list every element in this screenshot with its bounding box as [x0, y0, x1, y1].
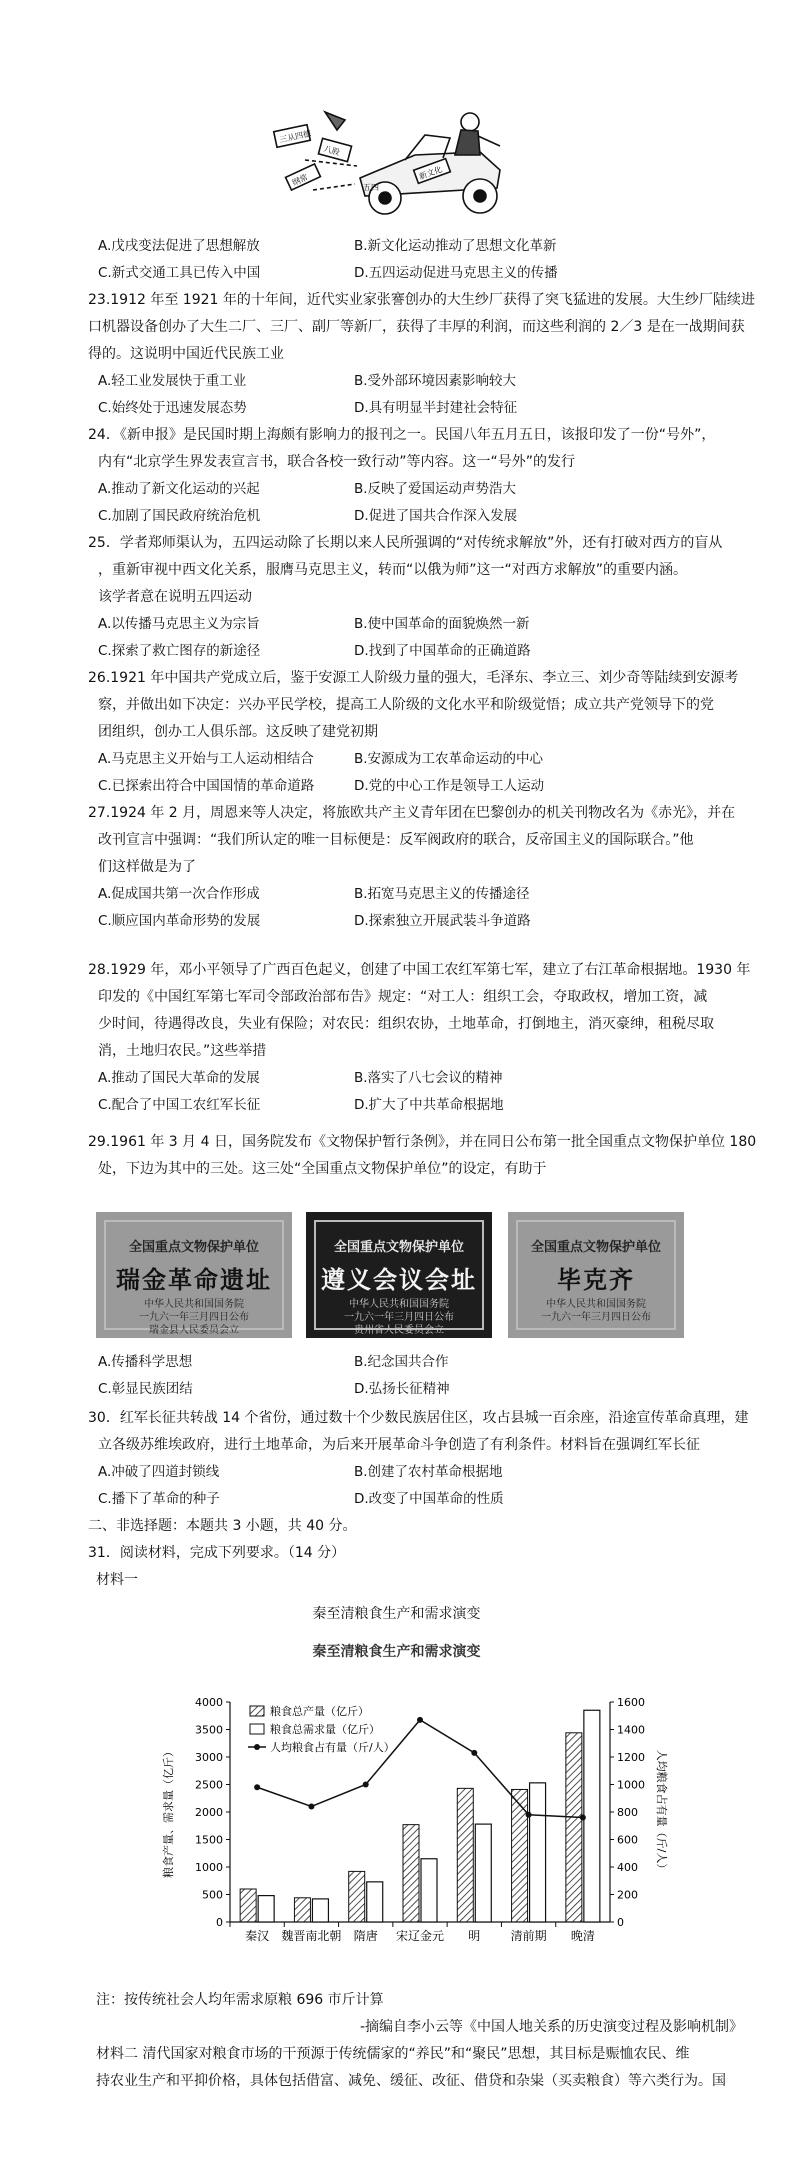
photo-3-footer-1: 中华人民共和国国务院 — [546, 1299, 646, 1310]
x-tick-label: 魏晋南北朝 — [281, 1929, 342, 1943]
car-cartoon-illustration — [265, 100, 525, 218]
per-capita-point — [580, 1815, 586, 1821]
production-bar — [403, 1825, 419, 1922]
q29-stem-line-1: 29.1961 年 3 月 4 日，国务院发布《文物保护暂行条例》，并在同日公布第一批全国重点文物保护单位 180 — [88, 1134, 757, 1150]
q27-option-b: B.拓宽马克思主义的传播途径 — [354, 886, 530, 902]
q28-stem-line-4: 消，土地归农民。”这些举措 — [98, 1043, 267, 1059]
bikeqi-site-photo — [508, 1212, 684, 1338]
q27-option-c: C.顺应国内革命形势的发展 — [98, 913, 261, 929]
legend-production-label: 粮食总产量（亿斤） — [270, 1705, 369, 1718]
q25-stem-line-1: 25．学者郑师渠认为，五四运动除了长期以来人民所强调的“对传统求解放”外，还有打破对西方的盲从 — [88, 535, 723, 551]
q23-option-c: C.始终处于迅速发展态势 — [98, 400, 247, 416]
demand-bar — [258, 1896, 274, 1922]
legend-per-capita-point — [254, 1744, 260, 1750]
q28-option-c: C.配合了中国工农红军长征 — [98, 1097, 261, 1113]
per-capita-point — [526, 1812, 532, 1818]
photo-2-footer-2: 一九六一年三月四日公布 — [344, 1312, 454, 1323]
demand-bar — [367, 1882, 383, 1922]
demand-bar — [475, 1824, 491, 1922]
x-tick-label: 明 — [468, 1929, 481, 1943]
q23-option-a: A.轻工业发展快于重工业 — [98, 373, 247, 389]
q23-option-d: D.具有明显半封建社会特征 — [354, 400, 518, 416]
photo-3-header: 全国重点文物保护单位 — [530, 1240, 661, 1255]
cartoon-label-2: 八股 — [322, 144, 341, 158]
photo-2-footer-1: 中华人民共和国国务院 — [349, 1299, 449, 1310]
q26-option-d: D.党的中心工作是领导工人运动 — [354, 778, 545, 794]
q29-stem-line-2: 处，下边为其中的三处。这三处“全国重点文物保护单位”的设定，有助于 — [98, 1161, 547, 1177]
photo-1-footer-2: 一九六一年三月四日公布 — [139, 1312, 249, 1323]
q28-option-b: B.落实了八七会议的精神 — [354, 1070, 503, 1086]
legend-per-capita-label: 人均粮食占有量（斤/人） — [270, 1741, 395, 1754]
demand-bar — [312, 1899, 328, 1922]
q22-option-d: D.五四运动促进马克思主义的传播 — [354, 265, 558, 281]
x-tick-label: 宋辽金元 — [395, 1929, 445, 1943]
photo-3-name: 毕克齐 — [557, 1266, 635, 1294]
right-tick-label: 200 — [617, 1888, 638, 1902]
q30-option-d: D.改变了中国革命的性质 — [354, 1491, 504, 1507]
photo-1-name: 瑞金革命遗址 — [116, 1266, 272, 1294]
q25-option-a: A.以传播马克思主义为宗旨 — [98, 616, 260, 632]
q25-option-c: C.探索了救亡图存的新途径 — [98, 643, 261, 659]
q28-option-a: A.推动了国民大革命的发展 — [98, 1070, 260, 1086]
q29-option-c: C.彰显民族团结 — [98, 1381, 193, 1397]
x-tick-label: 秦汉 — [245, 1929, 270, 1943]
legend-demand-label: 粮食总需求量（亿斤） — [270, 1723, 380, 1736]
zunyi-site-photo — [306, 1212, 492, 1338]
q24-option-c: C.加剧了国民政府统治危机 — [98, 508, 261, 524]
q24-option-a: A.推动了新文化运动的兴起 — [98, 481, 260, 497]
left-tick-label: 1500 — [195, 1833, 223, 1847]
photo-1-header: 全国重点文物保护单位 — [128, 1240, 259, 1255]
q31-stem: 31．阅读材料，完成下列要求。（14 分） — [88, 1545, 346, 1561]
production-bar — [512, 1789, 528, 1922]
q28-stem-line-3: 少时间，待遇得改良，失业有保险；对农民：组织农协，土地革命，打倒地主，消灭豪绅，租税尽取 — [98, 1016, 714, 1032]
q27-stem-line-1: 27.1924 年 2 月，周恩来等人决定，将旅欧共产主义青年团在巴黎创办的机关刊物改名为《赤光》，并在 — [88, 805, 736, 821]
right-tick-label: 800 — [617, 1806, 638, 1819]
section-2-heading: 二、非选择题：本题共 3 小题，共 40 分。 — [88, 1518, 357, 1534]
q29-option-b: B.纪念国共合作 — [354, 1354, 449, 1370]
per-capita-point — [254, 1784, 260, 1790]
grain-production-chart — [150, 1672, 670, 1972]
q26-stem-line-1: 26.1921 年中国共产党成立后，鉴于安源工人阶级力量的强大，毛泽东、李立三、刘少奇等陆续到安源考 — [88, 670, 739, 686]
q26-option-a: A.马克思主义开始与工人运动相结合 — [98, 751, 314, 767]
material-2-line-1: 材料二 清代国家对粮食市场的干预源于传统儒家的“养民”和“聚民”思想，其目标是赈恤农民、维 — [96, 2046, 690, 2062]
demand-bar — [421, 1859, 437, 1922]
q25-option-d: D.找到了中国革命的正确道路 — [354, 643, 531, 659]
right-tick-label: 400 — [617, 1861, 638, 1874]
x-tick-label: 晚清 — [570, 1929, 595, 1943]
photo-2-footer-3: 贵州省人民委员会立 — [354, 1325, 444, 1336]
left-tick-label: 3500 — [195, 1723, 223, 1737]
cartoon-label-5: 五四 — [363, 183, 379, 192]
q25-stem-line-3: 该学者意在说明五四运动 — [98, 589, 252, 605]
right-tick-label: 600 — [617, 1833, 638, 1847]
q30-stem-line-1: 30．红军长征共转战 14 个省份，通过数十个少数民族居住区，攻占县城一百余座，沿途宣传革命真理，建 — [88, 1410, 749, 1426]
q28-option-d: D.扩大了中共革命根据地 — [354, 1097, 504, 1113]
material-1-label: 材料一 — [96, 1572, 138, 1588]
left-tick-label: 3000 — [195, 1751, 223, 1764]
q23-option-b: B.受外部环境因素影响较大 — [354, 373, 517, 389]
q27-stem-line-3: 们这样做是为了 — [98, 859, 196, 875]
production-bar — [566, 1733, 582, 1922]
right-tick-label: 1600 — [617, 1696, 645, 1709]
production-bar — [294, 1898, 310, 1922]
chart-note: 注：按传统社会人均年需求原粮 696 市斤计算 — [96, 1992, 384, 2008]
left-tick-label: 500 — [202, 1888, 223, 1902]
production-bar — [240, 1889, 256, 1922]
q24-option-b: B.反映了爱国运动声势浩大 — [354, 481, 517, 497]
q26-option-c: C.已探索出符合中国国情的革命道路 — [98, 778, 315, 794]
q30-option-a: A.冲破了四道封锁线 — [98, 1464, 220, 1480]
left-tick-label: 4000 — [195, 1696, 223, 1709]
chart-title: 秦至清粮食生产和需求演变 — [312, 1606, 481, 1622]
cartoon-label-1: 三从四德 — [278, 129, 312, 145]
photo-2-name: 遵义会议会址 — [321, 1266, 477, 1294]
per-capita-point — [417, 1717, 423, 1723]
right-tick-label: 1000 — [617, 1778, 645, 1792]
q26-stem-line-2: 察，并做出如下决定：兴办平民学校，提高工人阶级的文化水平和阶级觉悟；成立共产党领导下的党 — [98, 697, 714, 713]
q28-stem-line-1: 28.1929 年，邓小平领导了广西百色起义，创建了中国工农红军第七军，建立了右江革命根据地。1930 年 — [88, 962, 751, 978]
demand-bar — [530, 1783, 546, 1922]
right-tick-label: 1400 — [617, 1723, 645, 1737]
left-tick-label: 0 — [216, 1916, 223, 1929]
left-tick-label: 2000 — [195, 1806, 223, 1819]
per-capita-point — [308, 1804, 314, 1810]
cartoon-label-4: 新文化 — [417, 164, 444, 182]
q27-option-a: A.促成国共第一次合作形成 — [98, 886, 260, 902]
photo-1-footer-1: 中华人民共和国国务院 — [144, 1299, 244, 1310]
legend-demand-swatch — [250, 1724, 264, 1734]
q29-option-a: A.传播科学思想 — [98, 1354, 193, 1370]
right-axis-label: 人均粮食占有量（斤/人） — [655, 1749, 668, 1875]
demand-bar — [584, 1710, 600, 1922]
q24-stem-line-1: 24．《新申报》是民国时期上海颇有影响力的报刊之一。民国八年五月五日，该报印发了一份“号外”， — [88, 427, 716, 443]
per-capita-point — [471, 1750, 477, 1756]
right-tick-label: 1200 — [617, 1751, 645, 1764]
q30-stem-line-2: 立各级苏维埃政府，进行土地革命，为后来开展革命斗争创造了有利条件。材料旨在强调红军长征 — [98, 1437, 700, 1453]
cartoon-label-3: 纲常 — [290, 172, 310, 188]
q24-stem-line-2: 内有“北京学生界发表宣言书，联合各校一致行动”等内容。这一“号外”的发行 — [98, 454, 576, 470]
legend-production-swatch — [250, 1706, 264, 1716]
photo-2-header: 全国重点文物保护单位 — [333, 1240, 464, 1255]
q29-option-d: D.弘扬长征精神 — [354, 1381, 450, 1397]
q22-option-c: C.新式交通工具已传入中国 — [98, 265, 261, 281]
q24-option-d: D.促进了国共合作深入发展 — [354, 508, 518, 524]
q30-option-b: B.创建了农村革命根据地 — [354, 1464, 503, 1480]
left-axis-label: 粮食产量、需求量（亿斤） — [162, 1746, 175, 1878]
q23-stem-line-3: 得的。这说明中国近代民族工业 — [88, 346, 284, 362]
q22-option-a: A.戊戌变法促进了思想解放 — [98, 238, 260, 254]
q27-stem-line-2: 改刊宣言中强调：“我们所认定的唯一目标便是：反军阀政府的联合，反帝国主义的国际联合。”他 — [98, 832, 694, 848]
q27-option-d: D.探索独立开展武装斗争道路 — [354, 913, 531, 929]
production-bar — [349, 1871, 365, 1922]
material-2-line-2: 持农业生产和平抑价格，具体包括借富、减免、缓征、改征、借贷和杂粜（买卖粮食）等六类行为。国 — [96, 2073, 726, 2089]
photo-3-footer-2: 一九六一年三月四日公布 — [541, 1312, 651, 1323]
q22-option-b: B.新文化运动推动了思想文化革新 — [354, 238, 557, 254]
x-tick-label: 隋唐 — [353, 1929, 378, 1943]
q26-stem-line-3: 团组织，创办工人俱乐部。这反映了建党初期 — [98, 724, 378, 740]
x-tick-label: 清前期 — [510, 1929, 547, 1943]
per-capita-point — [363, 1782, 369, 1788]
left-tick-label: 2500 — [195, 1778, 223, 1792]
q30-option-c: C.播下了革命的种子 — [98, 1491, 220, 1507]
right-tick-label: 0 — [617, 1916, 624, 1929]
q28-stem-line-2: 印发的《中国红军第七军司令部政治部布告》规定：“对工人：组织工会，夺取政权，增加工资，减 — [98, 989, 708, 1005]
ruijin-site-photo — [96, 1212, 292, 1338]
left-tick-label: 1000 — [195, 1861, 223, 1874]
chart-inner-title: 秦至清粮食生产和需求演变 — [312, 1644, 481, 1660]
production-bar — [457, 1788, 473, 1922]
q25-option-b: B.使中国革命的面貌焕然一新 — [354, 616, 530, 632]
photo-1-footer-3: 瑞金县人民委员会立 — [149, 1325, 239, 1336]
q25-stem-line-2: ，重新审视中西文化关系，服膺马克思主义，转而“以俄为师”这一“对西方求解放”的重要内涵。 — [98, 562, 688, 578]
chart-source: -摘编自李小云等《中国人地关系的历史演变过程及影响机制》 — [360, 2019, 744, 2035]
q26-option-b: B.安源成为工农革命运动的中心 — [354, 751, 544, 767]
q23-stem-line-1: 23.1912 年至 1921 年的十年间，近代实业家张謇创办的大生纱厂获得了突飞猛进的发展。大生纱厂陆续进 — [88, 292, 755, 308]
q23-stem-line-2: 口机器设备创办了大生二厂、三厂、副厂等新厂，获得了丰厚的利润，而这些利润的 2／3 是在一战期间获 — [88, 319, 745, 335]
